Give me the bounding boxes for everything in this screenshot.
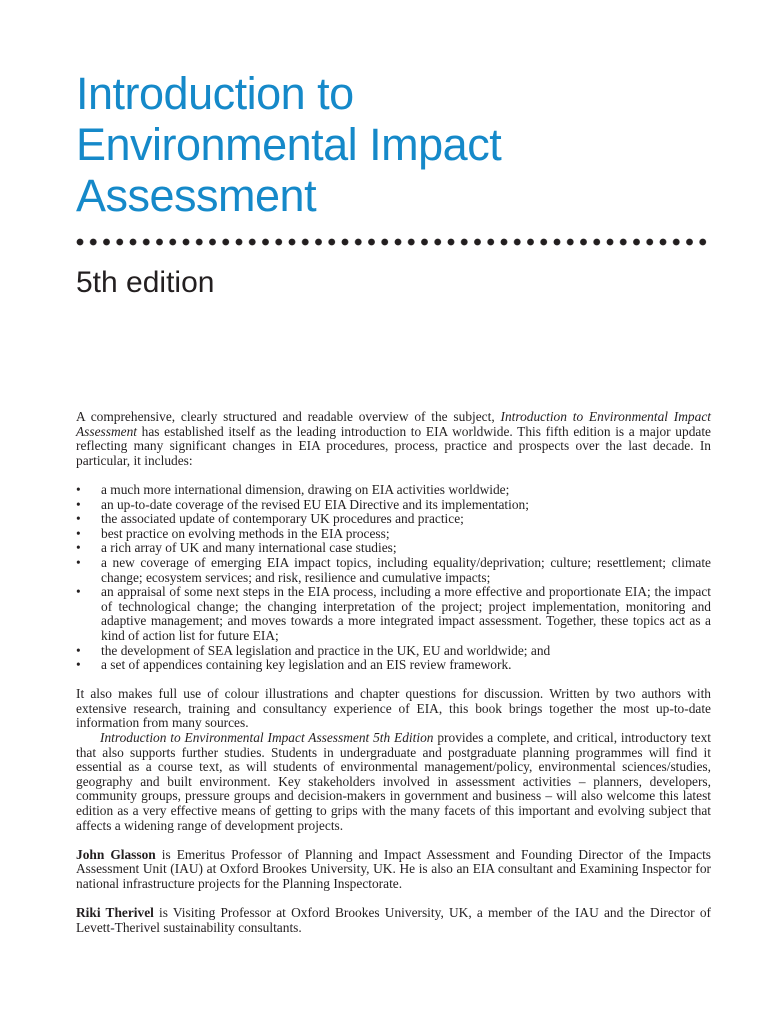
dotted-divider: [76, 238, 712, 246]
author-name: Riki Therivel: [76, 905, 154, 921]
author-bio-text: is Visiting Professor at Oxford Brookes University, UK, a member of the IAU and the Director of Levett-Therivel sustainability consultants.: [76, 905, 711, 935]
list-item-text: a set of appendices containing key legislation and an EIS review framework.: [101, 657, 512, 673]
author-bio-text: is Emeritus Professor of Planning and Impact Assessment and Founding Director of the Impacts Assessment Unit (IAU) at Oxford Brookes University, UK. He is also an EIA consultant and Examining Inspector for national infrastructure projects for the Planning Inspectorate.: [76, 846, 711, 891]
bullet-icon: •: [76, 481, 81, 497]
bullet-icon: •: [76, 642, 81, 658]
intro-text-start: A comprehensive, clearly structured and readable overview of the subject,: [76, 409, 501, 424]
book-title-line-2: Environmental Impact: [76, 119, 502, 170]
intro-paragraph: [76, 410, 711, 468]
list-item: [76, 658, 711, 673]
list-item: [76, 556, 711, 585]
author-bio: [76, 848, 711, 892]
colour-illustrations-paragraph: It also makes full use of colour illustrations and chapter questions for discussion. Written by two authors with extensive research, training and consultancy experience of EIA, this book brings together the most up-to-date information from many sources.: [76, 686, 711, 731]
bullet-icon: •: [76, 525, 81, 541]
features-list: [76, 483, 711, 673]
list-item-text: a rich array of UK and many international case studies;: [101, 540, 397, 556]
book-title-line-3: Assessment: [76, 170, 317, 221]
list-item-text: best practice on evolving methods in the EIA process;: [101, 525, 390, 541]
intro-book-title: Introduction to Environmental Impact Assessment: [76, 409, 711, 439]
intro-text-end: has established itself as the leading introduction to EIA worldwide. This fifth edition is a major update reflecting many significant changes in EIA procedures, process, practice and prospects over the last decade. In particular, it includes:: [76, 423, 711, 468]
blurb: [76, 410, 711, 935]
audience-paragraph: [76, 731, 711, 833]
bullet-icon: •: [76, 554, 81, 570]
book-title-line-1: Introduction to: [76, 68, 354, 119]
list-item: [76, 483, 711, 498]
edition-label: 5th edition: [76, 266, 215, 299]
list-item: [76, 585, 711, 643]
bullet-icon: •: [76, 657, 81, 673]
list-item: [76, 512, 711, 527]
audience-text: provides a complete, and critical, introductory text that also supports further studies. Students in undergraduate and postgraduate planning programmes will find it essential as a course text, as will students of environmental management/policy, environmental sciences/studies, geography and built environment. Key stakeholders involved in assessment activities – planners, developers, community groups, pressure groups and decision-makers in government and business – will also welcome this latest edition as a very effective means of getting to grips with the many facets of this important and evolving subject that affects a widening range of development projects.: [76, 730, 712, 833]
bullet-icon: •: [76, 584, 81, 600]
list-item-text: a new coverage of emerging EIA impact topics, including equality/deprivation; culture; resettlement; climate change; ecosystem services; and risk, resilience and cumulative impacts;: [101, 554, 711, 585]
list-item: [76, 644, 711, 659]
list-item: [76, 527, 711, 542]
author-bio: [76, 906, 711, 935]
author-name: John Glasson: [76, 846, 156, 862]
list-item: [76, 541, 711, 556]
list-item-text: an appraisal of some next steps in the EIA process, including a more effective and proportionate EIA; the impact of technological change; the changing interpretation of the project; project implementation, monitoring and adaptive management; and moves towards a more integrated impact assessment. Together, these topics act as a kind of action list for future EIA;: [101, 584, 711, 643]
bullet-icon: •: [76, 511, 81, 527]
list-item-text: the development of SEA legislation and practice in the UK, EU and worldwide; and: [101, 642, 551, 658]
bullet-icon: •: [76, 540, 81, 556]
list-item-text: an up-to-date coverage of the revised EU EIA Directive and its implementation;: [101, 496, 529, 512]
book-title: [76, 0, 711, 221]
list-item-text: a much more international dimension, drawing on EIA activities worldwide;: [101, 481, 510, 497]
list-item: [76, 498, 711, 513]
list-item-text: the associated update of contemporary UK procedures and practice;: [101, 511, 464, 527]
bullet-icon: •: [76, 496, 81, 512]
audience-book-title: Introduction to Environmental Impact Assessment 5th Edition: [100, 730, 434, 746]
